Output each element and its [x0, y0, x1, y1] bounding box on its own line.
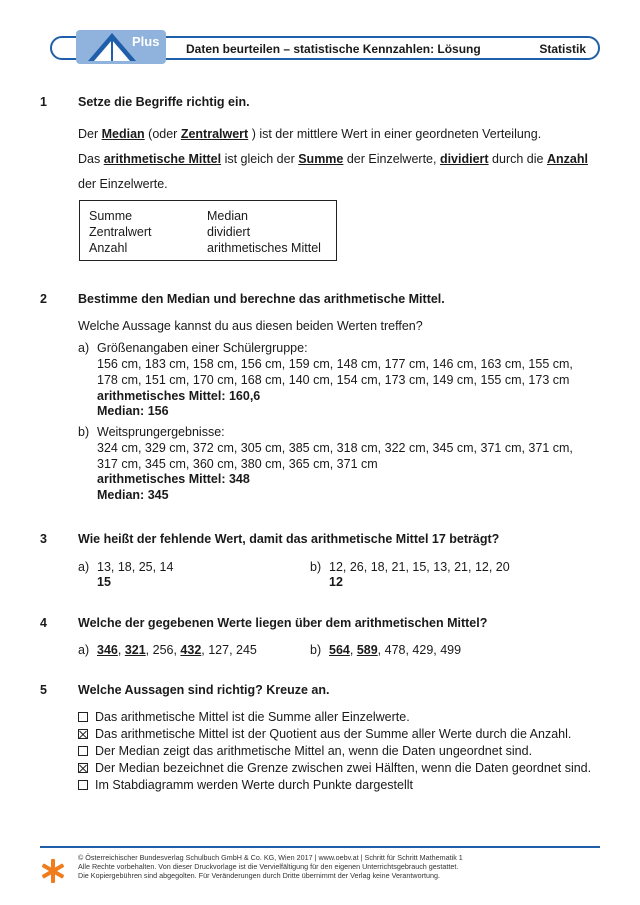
- highlighted-value: 564: [329, 643, 350, 657]
- logo-text: Plus: [132, 34, 160, 49]
- word-bank-item: arithmetisches Mittel: [207, 241, 321, 255]
- subtask-label: a): [78, 560, 90, 574]
- highlighted-value: 589: [356, 643, 378, 657]
- checklist-item: [78, 727, 571, 741]
- subtask-label: b): [310, 560, 322, 574]
- checklist-item-text: Der Median bezeichnet die Grenze zwischen zwei Hälften, wenn die Daten geordnet sind.: [95, 761, 592, 775]
- task-question: Welche der gegebenen Werte liegen über dem arithmetischen Mittel?: [78, 616, 488, 630]
- checklist-item: [78, 761, 591, 775]
- subtask-title: Weitsprungergebnisse:: [97, 425, 225, 439]
- footer-divider: [40, 846, 600, 848]
- subtask-label: b): [78, 425, 90, 439]
- checklist-item-text: Der Median zeigt das arithmetische Mittel an, wenn die Daten ungeordnet sind.: [95, 744, 533, 758]
- subtask-label: b): [310, 643, 322, 657]
- word-bank-box: [79, 200, 337, 261]
- data-values: 324 cm, 329 cm, 372 cm, 305 cm, 385 cm, 318 cm, 322 cm, 345 cm, 371 cm, 371 cm,: [97, 441, 573, 455]
- value-list: 564, 589, 478, 429, 499: [329, 643, 462, 657]
- checklist-item: [78, 744, 532, 758]
- task1-sentence-1: Der Median (oder Zentralwert ) ist der mittlere Wert in einer geordneten Verteilung.: [78, 127, 542, 141]
- page-header: [40, 30, 600, 64]
- checklist-item: [78, 778, 413, 792]
- copyright-notice: © Österreichischer Bundesverlag Schulbuch GmbH & Co. KG, Wien 2017 | www.oebv.at | Schritt für Schritt Mathematik 1 Alle Rechte vorbehalten. Von dieser Druckvorlage ist die Vervielfältigung für den eigenen Unterrichtsgebrauch gestattet. Die Kopiergebühren sind abgegolten. Für Veränderungen durch Dritte übernimmt der Verlag keine Verantwortung.: [78, 853, 463, 880]
- checked-box-icon[interactable]: [78, 729, 88, 739]
- subtask-label: a): [78, 643, 90, 657]
- subtask-title: Größenangaben einer Schülergruppe:: [97, 341, 308, 355]
- task-question: Bestimme den Median und berechne das arithmetische Mittel.: [78, 292, 445, 306]
- checklist-item: [78, 710, 410, 724]
- highlighted-value: 346: [97, 643, 118, 657]
- empty-checkbox-icon[interactable]: [78, 746, 88, 756]
- word-bank-item: Anzahl: [89, 241, 128, 255]
- task-number: 3: [40, 532, 47, 546]
- page-title: Daten beurteilen – statistische Kennzahlen: Lösung: [186, 42, 481, 56]
- data-values: 13, 18, 25, 14: [97, 560, 174, 574]
- answer-word: Anzahl: [546, 152, 588, 166]
- data-values: 317 cm, 345 cm, 360 cm, 380 cm, 365 cm, 371 cm: [97, 457, 378, 471]
- subject-label: Statistik: [539, 42, 586, 56]
- checklist-item-text: Das arithmetische Mittel ist der Quotient aus der Summe aller Werte durch die Anzahl.: [95, 727, 572, 741]
- checked-box-icon[interactable]: [78, 763, 88, 773]
- highlighted-value: 432: [180, 643, 202, 657]
- word-bank-item: Zentralwert: [89, 225, 152, 239]
- task-question: Welche Aussagen sind richtig? Kreuze an.: [78, 683, 330, 697]
- data-values: 12, 26, 18, 21, 15, 13, 21, 12, 20: [329, 560, 510, 574]
- empty-checkbox-icon[interactable]: [78, 712, 88, 722]
- task-number: 1: [40, 95, 47, 109]
- answer-word: Summe: [298, 152, 344, 166]
- answer-word: Zentralwert: [180, 127, 249, 141]
- empty-checkbox-icon[interactable]: [78, 780, 88, 790]
- checklist-item-text: Das arithmetische Mittel ist die Summe aller Einzelwerte.: [95, 710, 410, 724]
- mean-answer: arithmetisches Mittel: 160,6: [97, 389, 261, 403]
- missing-value-answer: 15: [97, 575, 111, 589]
- task1-sentence-2: Das arithmetische Mittel ist gleich der Summe der Einzelwerte, dividiert durch die Anzahl: [78, 152, 588, 166]
- word-bank-item: Median: [207, 209, 248, 223]
- answer-word: Median: [101, 127, 145, 141]
- word-bank-item: dividiert: [207, 225, 251, 239]
- answer-word: arithmetische Mittel: [103, 152, 222, 166]
- task-number: 2: [40, 292, 47, 306]
- data-values: 178 cm, 151 cm, 170 cm, 168 cm, 140 cm, 154 cm, 173 cm, 149 cm, 155 cm, 173 cm: [97, 373, 570, 387]
- checklist-item-text: Im Stabdiagramm werden Werte durch Punkte dargestellt: [95, 778, 413, 792]
- task1-sentence-3: der Einzelwerte.: [78, 177, 168, 191]
- answer-word: dividiert: [439, 152, 489, 166]
- missing-value-answer: 12: [329, 575, 343, 589]
- task2-prompt: Welche Aussage kannst du aus diesen beiden Werten treffen?: [78, 319, 423, 333]
- oebv-star-logo-icon: [40, 858, 66, 884]
- data-values: 156 cm, 183 cm, 158 cm, 156 cm, 159 cm, 148 cm, 177 cm, 146 cm, 163 cm, 155 cm,: [97, 357, 573, 371]
- task-question: Wie heißt der fehlende Wert, damit das arithmetische Mittel 17 beträgt?: [78, 532, 500, 546]
- highlighted-value: 321: [124, 643, 146, 657]
- task-number: 4: [40, 616, 47, 630]
- task-question: Setze die Begriffe richtig ein.: [78, 95, 250, 109]
- median-answer: Median: 345: [97, 488, 169, 502]
- word-bank-item: Summe: [89, 209, 133, 223]
- median-answer: Median: 156: [97, 404, 169, 418]
- mean-answer: arithmetisches Mittel: 348: [97, 472, 250, 486]
- subtask-label: a): [78, 341, 90, 355]
- value-list: 346, 321, 256, 432, 127, 245: [97, 643, 257, 657]
- task-number: 5: [40, 683, 47, 697]
- plus-logo: [76, 30, 166, 64]
